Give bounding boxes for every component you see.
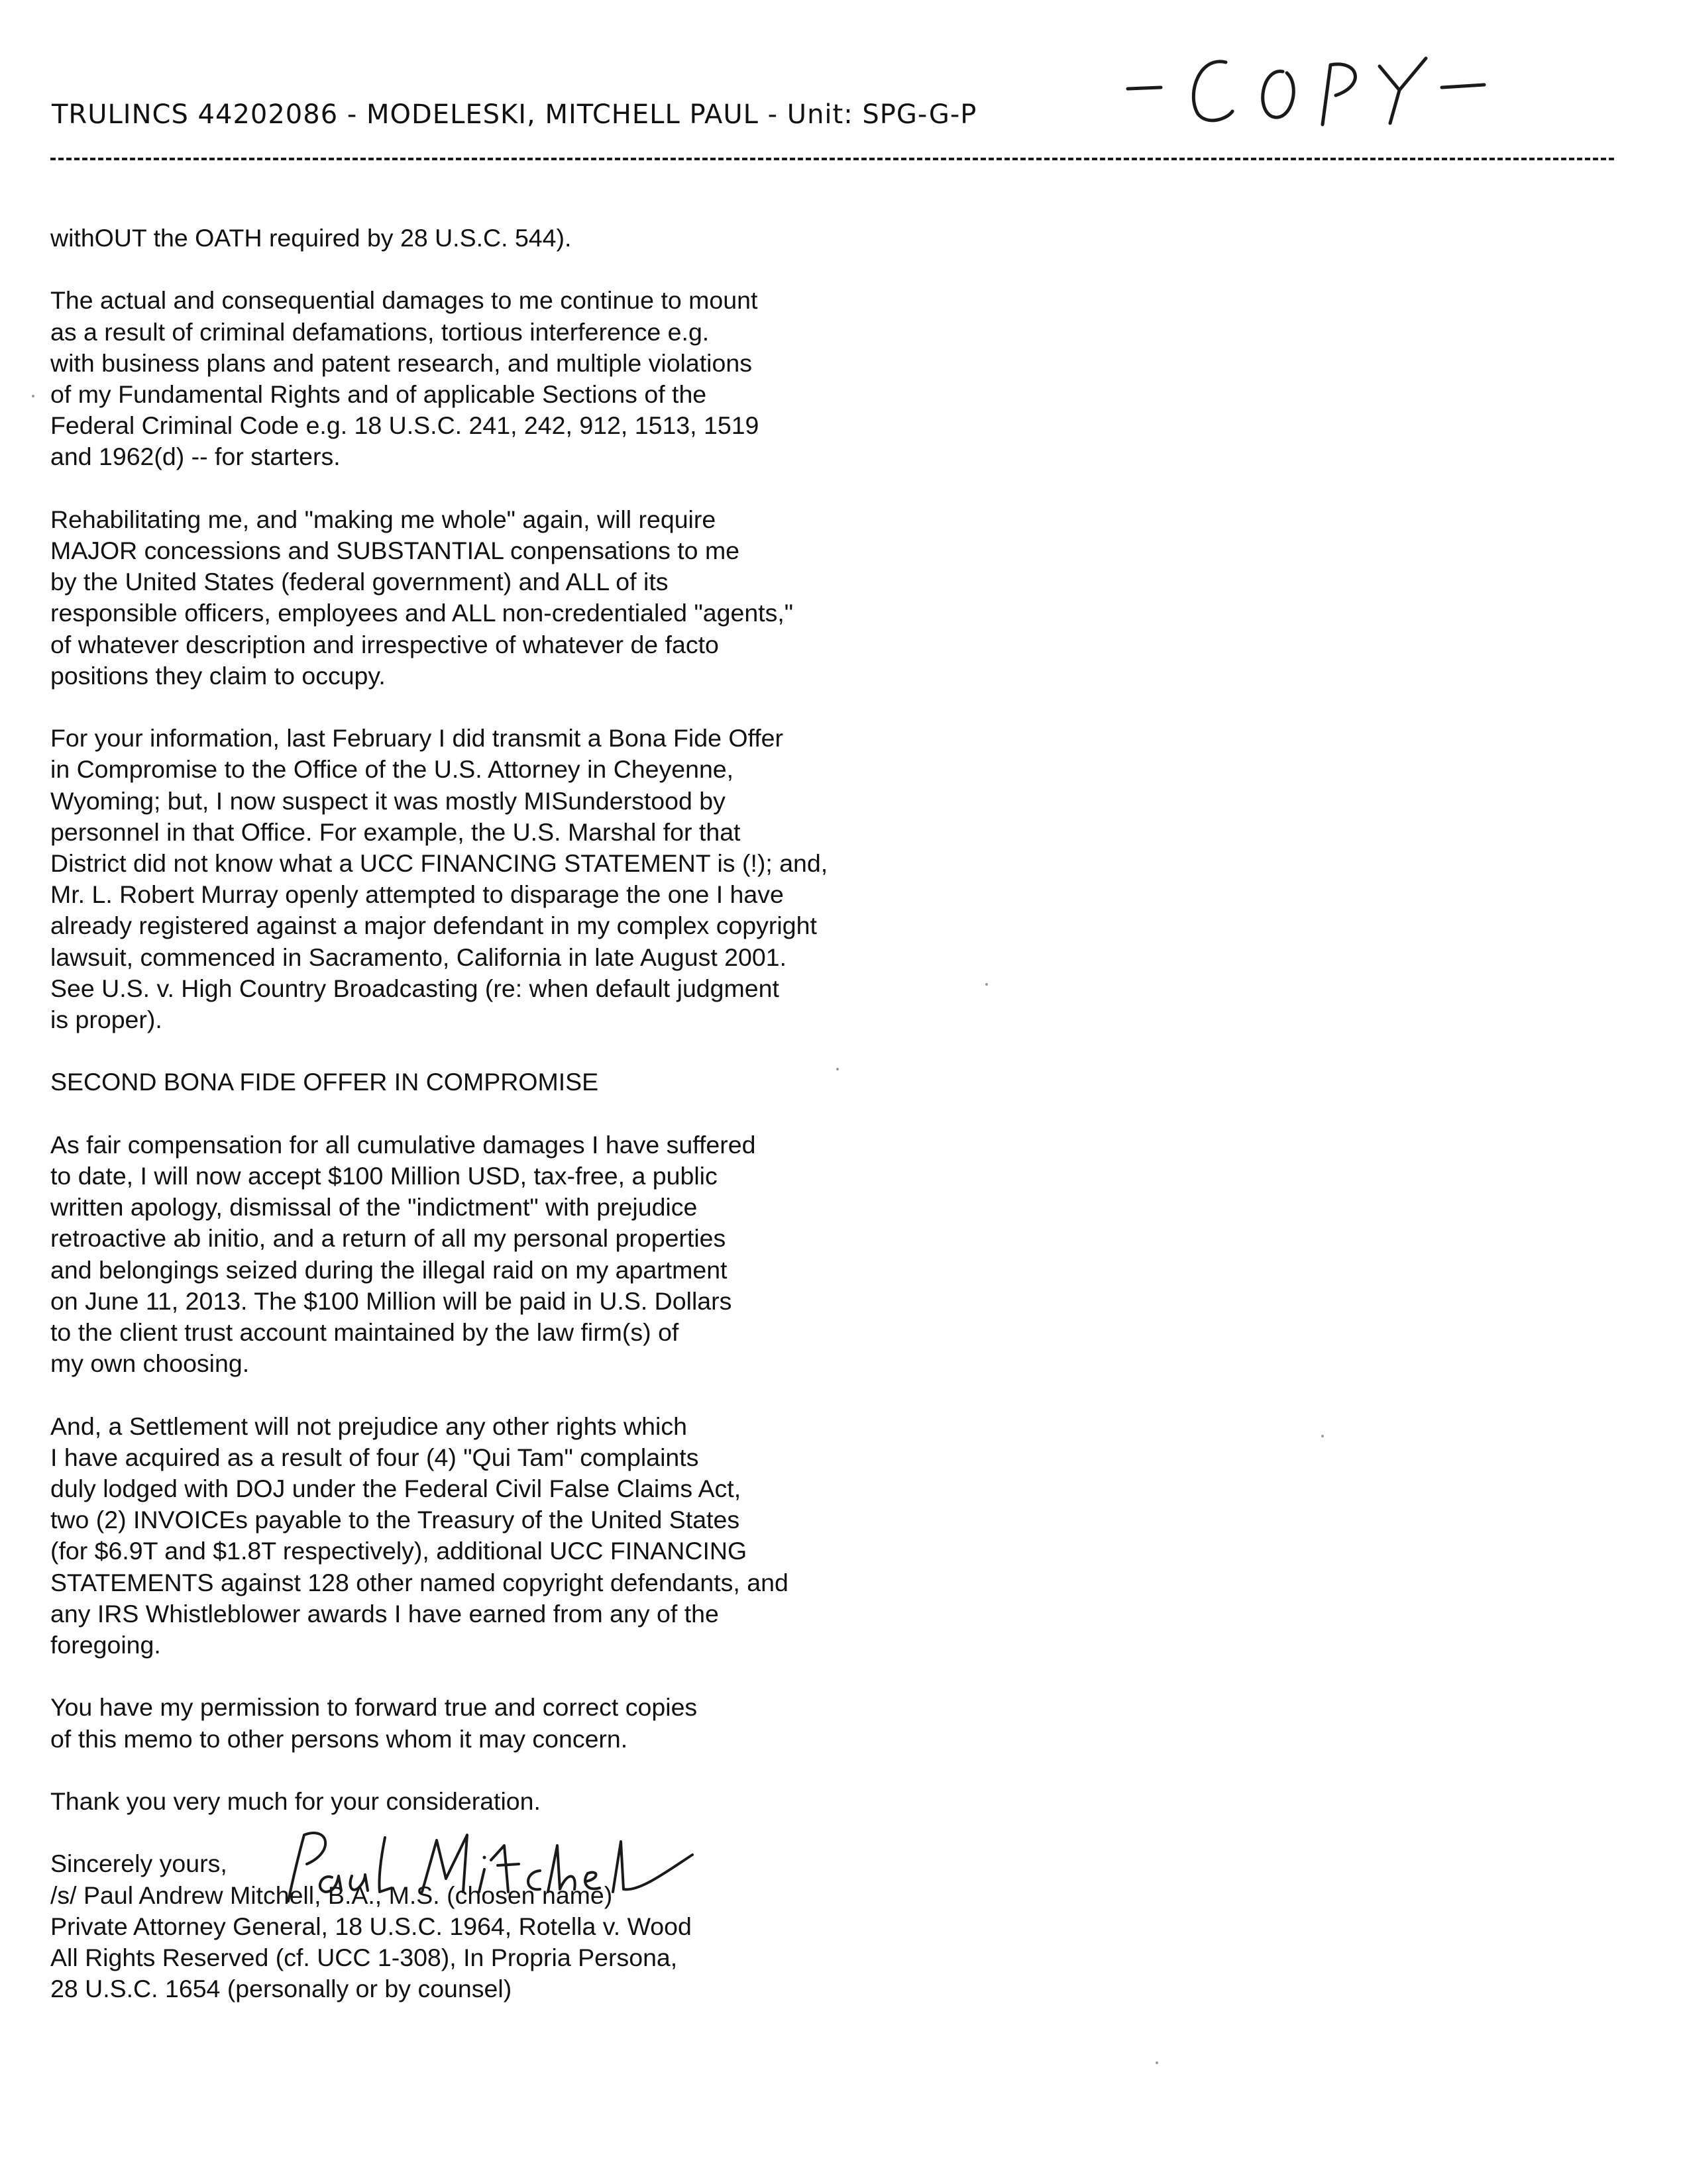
paragraph-compensation: As fair compensation for all cumulative damages I have suffered to date, I will now accept $100 Million USD, tax-free, a public written apology, dismissal of the "indictment" with prejudice retroactive ab initio, and a return of all my personal properties and belongings seized during the illegal raid on my apartment on June 11, 2013. The $100 Million will be paid in U.S. Dollars to the client trust account maintained by the law firm(s) of my own choosing. xyxy=(50,1130,756,1378)
scan-speck xyxy=(32,395,34,397)
scan-speck xyxy=(1321,1435,1324,1437)
dashed-separator xyxy=(50,158,1614,160)
scan-speck xyxy=(1156,2061,1158,2064)
copy-stamp xyxy=(1120,48,1491,134)
paragraph-rehabilitation: Rehabilitating me, and "making me whole" again, will require MAJOR concessions and SUBSTANTIAL conpensations to me by the United States (federal government) and ALL of its responsible officers, employees and ALL non-credentialed "agents," of whatever description and irrespective of whatever de facto positions they claim to occupy. xyxy=(50,505,794,690)
section-heading: SECOND BONA FIDE OFFER IN COMPROMISE xyxy=(50,1068,599,1096)
letter-body xyxy=(50,223,1044,2004)
scan-speck xyxy=(836,1068,839,1070)
paragraph-permission: You have my permission to forward true and correct copies of this memo to other persons whom it may concern. xyxy=(50,1693,698,1753)
paragraph-continuation: withOUT the OATH required by 28 U.S.C. 544). xyxy=(50,224,572,252)
paragraph-settlement: And, a Settlement will not prejudice any other rights which I have acquired as a result of four (4) "Qui Tam" complaints duly lodged with DOJ under the Federal Civil False Claims Act, two (2) INVOICEs payable to the Treasury of the United States (for $6.9T and $1.8T respectively), additional UCC FINANCING STATEMENTS against 128 other named copyright defendants, and any IRS Whistleblower awards I have earned from any of the foregoing. xyxy=(50,1412,788,1659)
trulincs-header: TRULINCS 44202086 - MODELESKI, MITCHELL PAUL - Unit: SPG-G-P xyxy=(52,99,977,130)
scan-speck xyxy=(985,983,988,986)
paragraph-first-offer: For your information, last February I did transmit a Bona Fide Offer in Compromise to the Office of the U.S. Attorney in Cheyenne, Wyoming; but, I now suspect it was mostly MISunderstood by personnel in that Office. For example, the U.S. Marshal for that District did not know what a UCC FINANCING STATEMENT is (!); and, Mr. L. Robert Murray openly attempted to disparage the one I have already registered against a major defendant in my complex copyright lawsuit, commenced in Sacramento, California in late August 2001. See U.S. v. High Country Broadcasting (re: when default judgment is proper). xyxy=(50,724,828,1034)
paragraph-thanks: Thank you very much for your consideration. xyxy=(50,1787,541,1816)
paragraph-damages: The actual and consequential damages to me continue to mount as a result of criminal defamations, tortious interference e.g. with business plans and patent research, and multiple violations of my Fundamental Rights and of applicable Sections of the Federal Criminal Code e.g. 18 U.S.C. 241, 242, 912, 1513, 1519 and 1962(d) -- for starters. xyxy=(50,286,759,471)
salutation: Sincerely yours, xyxy=(50,1849,227,1878)
handwritten-signature xyxy=(268,1823,706,1906)
signature-block: /s/ Paul Andrew Mitchell, B.A., M.S. (chosen name) Private Attorney General, 18 U.S.C. 1964, Rotella v. Wood All Rights Reserved (cf. UCC 1-308), In Propria Persona, 28 U.S.C. 1654 (personally or by counsel) xyxy=(50,1881,692,2003)
